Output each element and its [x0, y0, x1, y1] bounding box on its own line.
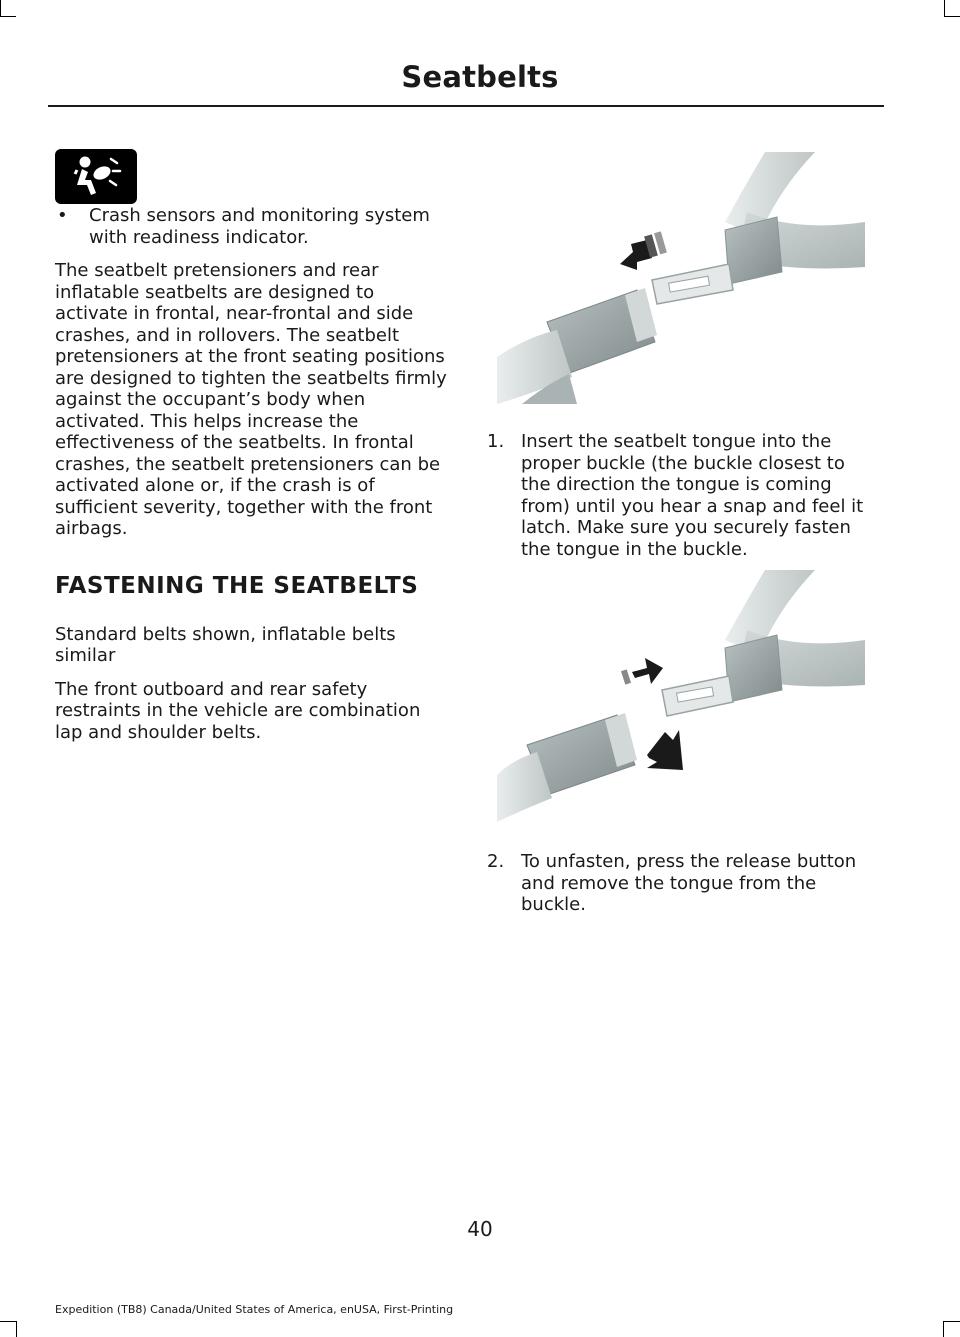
section-heading: FASTENING THE SEATBELTS	[55, 572, 419, 599]
seatbelt-unfasten-illustration	[497, 570, 865, 822]
footer-text: Expedition (TB8) Canada/United States of America, enUSA, First-Printing	[55, 1303, 454, 1316]
header-divider	[48, 105, 884, 107]
bullet-mark: •	[57, 205, 68, 226]
seatbelt-fasten-illustration	[497, 152, 865, 404]
list-item	[55, 205, 447, 248]
step-2	[487, 851, 877, 916]
crop-mark	[944, 0, 945, 16]
left-column	[55, 205, 447, 755]
crop-mark	[944, 16, 960, 17]
crop-mark	[943, 1321, 944, 1337]
crop-mark	[16, 1321, 17, 1337]
step-1	[487, 431, 877, 560]
crop-mark	[0, 1321, 16, 1322]
step-number: 1.	[487, 431, 505, 452]
list-item	[487, 431, 877, 560]
crop-mark	[0, 16, 16, 17]
page-title: Seatbelts	[401, 60, 559, 94]
crop-mark	[944, 1321, 960, 1322]
crop-mark	[0, 0, 1, 16]
bullet-text: Crash sensors and monitoring system with readiness indicator.	[89, 205, 430, 248]
step-text: Insert the seatbelt tongue into the proper buckle (the buckle closest to the direction the tongue is coming from) until you hear a snap and feel it latch. Make sure you securely fasten the tongue in the buckle.	[521, 431, 864, 560]
step-number: 2.	[487, 851, 505, 872]
body-paragraph: Standard belts shown, inflatable belts similar	[55, 623, 396, 666]
airbag-warning-icon	[55, 149, 137, 204]
list-item	[487, 851, 877, 916]
page-number: 40	[467, 1217, 493, 1241]
step-text: To unfasten, press the release button and remove the tongue from the buckle.	[521, 851, 857, 915]
body-paragraph: The front outboard and rear safety restraints in the vehicle are combination lap and shoulder belts.	[55, 678, 421, 743]
body-paragraph: The seatbelt pretensioners and rear inflatable seatbelts are designed to activate in frontal, near-frontal and side crashes, and in rollovers. The seatbelt pretensioners at the front seating positions are designed to tighten the seatbelts firmly against the occupant’s body when activated. This helps increase the effectiveness of the seatbelts. In frontal crashes, the seatbelt pretensioners can be activated alone or, if the crash is of sufficient severity, together with the front airbags.	[55, 260, 447, 539]
